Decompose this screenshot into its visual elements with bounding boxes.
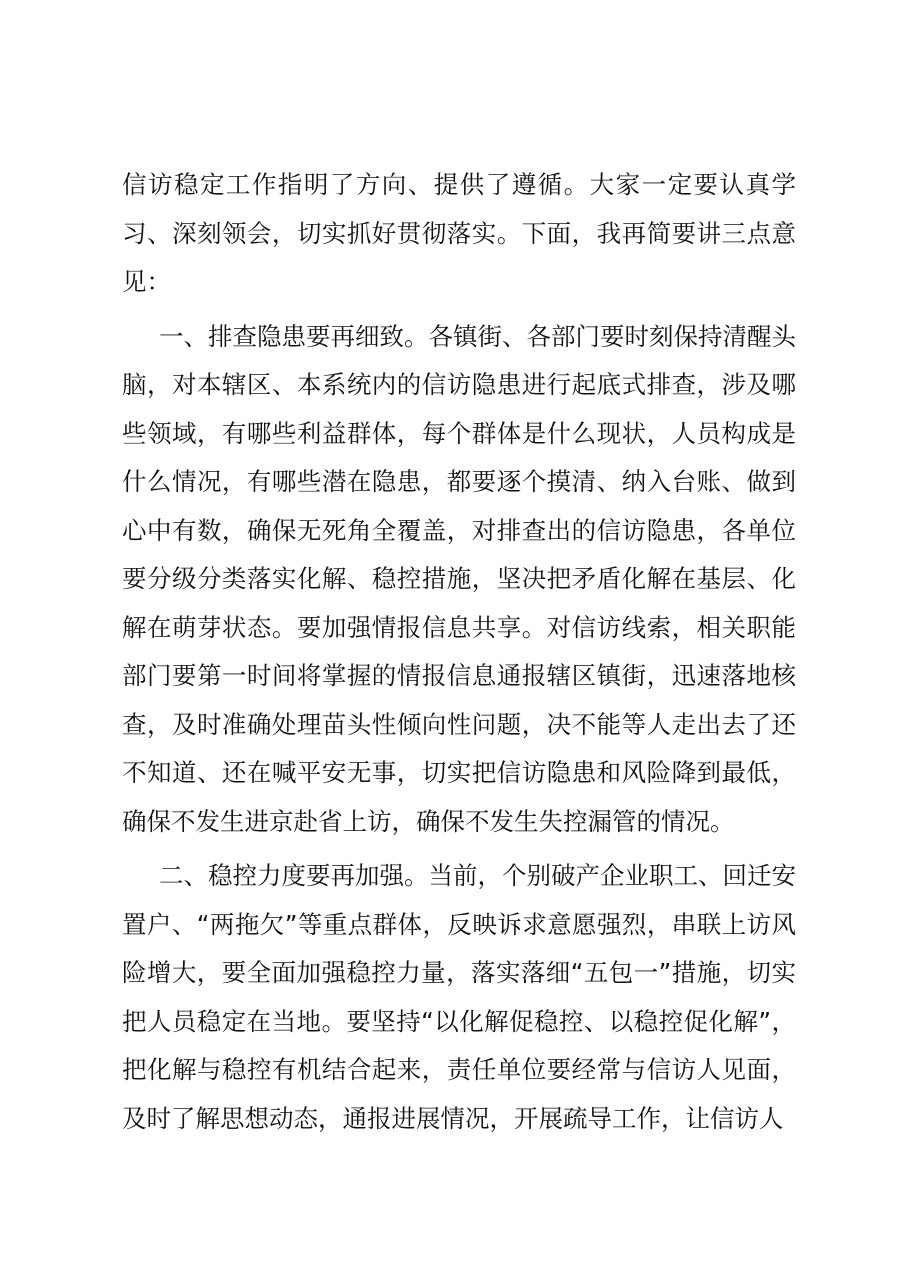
paragraph-point-two: 二、稳控力度要再加强。当前，个别破产企业职工、回迁安置户、“两拖欠”等重点群体，反映诉求意愿强烈，串联上访风险增大，要全面加强稳控力量，落实落细“五包一”措施，切实把人员稳定在当地。要坚持“以化解促稳控、以稳控促化解”，把化解与稳控有机结合起来，责任单位要经常与信访人见面，及时了解思想动态，通报进展情况，开展疏导工作，让信访人 [122,861,796,1133]
paragraph-intro: 信访稳定工作指明了方向、提供了遵循。大家一定要认真学习、深刻领会，切实抓好贯彻落实。下面，我再简要讲三点意见： [122,170,796,296]
paragraph-point-one: 一、排查隐患要再细致。各镇街、各部门要时刻保持清醒头脑，对本辖区、本系统内的信访隐患进行起底式排查，涉及哪些领域，有哪些利益群体，每个群体是什么现状，人员构成是什么情况，有哪些潜在隐患，都要逐个摸清、纳入台账、做到心中有数，确保无死角全覆盖，对排查出的信访隐患，各单位要分级分类落实化解、稳控措施，坚决把矛盾化解在基层、化解在萌芽状态。要加强情报信息共享。对信访线索，相关职能部门要第一时间将掌握的情报信息通报辖区镇街，迅速落地核查，及时准确处理苗头性倾向性问题，决不能等人走出去了还不知道、还在喊平安无事，切实把信访隐患和风险降到最低，确保不发生进京赴省上访，确保不发生失控漏管的情况。 [122,321,796,836]
document-body [122,161,796,1143]
